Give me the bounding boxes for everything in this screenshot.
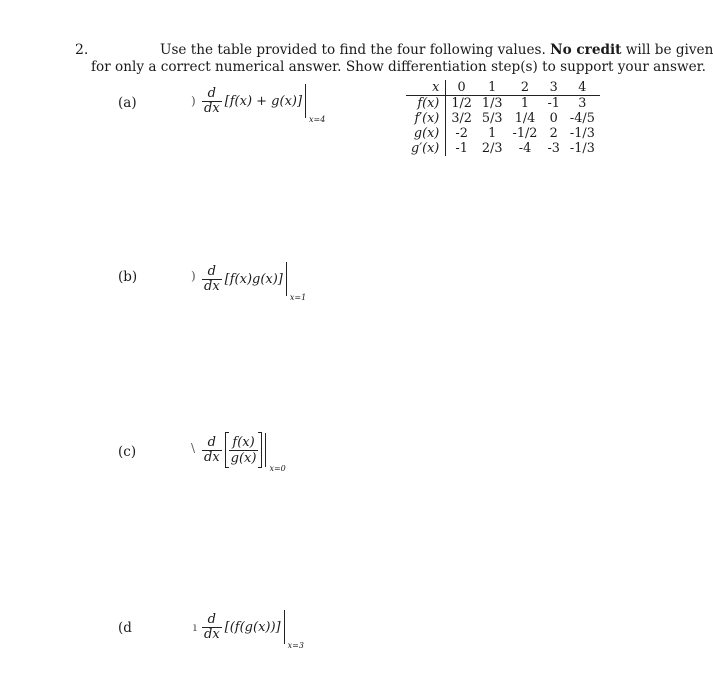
right-bracket	[258, 432, 262, 468]
table-row	[406, 141, 600, 156]
values-table	[406, 80, 600, 156]
table-row-label: f′(x)	[406, 111, 446, 126]
table-cell: -4/5	[569, 111, 595, 126]
table-cell: 2	[549, 126, 558, 141]
evaluation-bar	[305, 84, 326, 124]
part-d-label: (d	[118, 620, 132, 636]
table-cell: 1/2	[451, 96, 472, 111]
part-c-expression	[202, 432, 286, 473]
instruction-text-pre: Use the table provided to find the four following values.	[160, 42, 546, 58]
table-cell: -1/3	[569, 141, 595, 156]
table-header-cell: 2	[508, 80, 543, 96]
evaluation-point: x=0	[269, 464, 286, 473]
table-cell: -4	[518, 141, 532, 156]
table-header-cell: 1	[477, 80, 508, 96]
part-d-tick-mark: ı	[193, 620, 197, 634]
table-cell: 0	[549, 111, 558, 126]
part-c-tick-mark: \	[191, 441, 196, 455]
table-header-cell: x	[406, 80, 446, 96]
evaluation-bar	[284, 610, 304, 650]
table-header-cell: 4	[565, 80, 600, 96]
instruction-line-1	[160, 42, 713, 58]
evaluation-point: x=4	[309, 115, 326, 124]
derivative-operator	[202, 265, 222, 294]
table-cell: -1	[455, 141, 468, 156]
derivative-operator	[202, 613, 222, 642]
derivative-dx: dx	[204, 626, 220, 642]
part-b-tick-mark: )	[191, 269, 196, 283]
table-cell: -1/2	[512, 126, 538, 141]
quotient-denominator: g(x)	[230, 450, 257, 466]
derivative-d: d	[207, 263, 216, 279]
table-row	[406, 96, 600, 112]
evaluation-point: x=3	[287, 641, 304, 650]
part-a-tick-mark: )	[191, 94, 196, 108]
table-row	[406, 111, 600, 126]
instruction-text-post: will be given	[625, 42, 713, 58]
part-a-function: [f(x) + g(x)]	[224, 93, 303, 109]
table-cell: 1/3	[481, 96, 503, 111]
table-cell: -1	[547, 96, 560, 111]
table-cell: 5/3	[481, 111, 503, 126]
evaluation-bar	[265, 433, 286, 473]
table-cell: 1	[520, 96, 530, 111]
part-b-label: (b)	[118, 269, 138, 285]
derivative-d: d	[207, 611, 216, 627]
derivative-dx: dx	[204, 449, 220, 465]
part-b-function: [f(x)g(x)]	[224, 271, 283, 287]
derivative-operator	[202, 436, 222, 465]
table-cell: 3	[578, 96, 587, 111]
table-cell: 1	[488, 126, 497, 141]
instruction-line-2: for only a correct numerical answer. Show differentiation step(s) to support your answer.	[91, 59, 707, 75]
question-number: 2.	[75, 42, 89, 58]
part-d-expression	[202, 610, 304, 650]
derivative-operator	[202, 87, 222, 116]
part-b-expression	[202, 262, 307, 302]
table-row	[406, 126, 600, 141]
part-c-label: (c)	[118, 444, 137, 460]
table-header-row	[406, 80, 600, 96]
part-a-expression	[202, 84, 326, 124]
table-row-label: f(x)	[406, 96, 446, 112]
part-d-function: [(f(g(x))]	[224, 619, 281, 635]
table-row-label: g(x)	[406, 126, 446, 141]
table-cell: 1/4	[514, 111, 536, 126]
derivative-dx: dx	[204, 100, 220, 116]
derivative-d: d	[207, 434, 216, 450]
table-cell: -3	[547, 141, 560, 156]
table-header-cell: 3	[542, 80, 564, 96]
table-header-cell: 0	[446, 80, 477, 96]
evaluation-point: x=1	[289, 293, 307, 302]
table-cell: -2	[455, 126, 468, 141]
table-cell: 3/2	[451, 111, 472, 126]
table-cell: 2/3	[481, 141, 503, 156]
quotient-numerator: f(x)	[232, 434, 255, 450]
derivative-d: d	[207, 85, 216, 101]
quotient-fraction	[229, 435, 259, 466]
table-row-label: g′(x)	[406, 141, 446, 156]
part-a-label: (a)	[118, 95, 137, 111]
table-cell: -1/3	[569, 126, 595, 141]
derivative-dx: dx	[204, 278, 220, 294]
instruction-bold-no-credit: No credit	[550, 42, 622, 58]
evaluation-bar	[286, 262, 307, 302]
